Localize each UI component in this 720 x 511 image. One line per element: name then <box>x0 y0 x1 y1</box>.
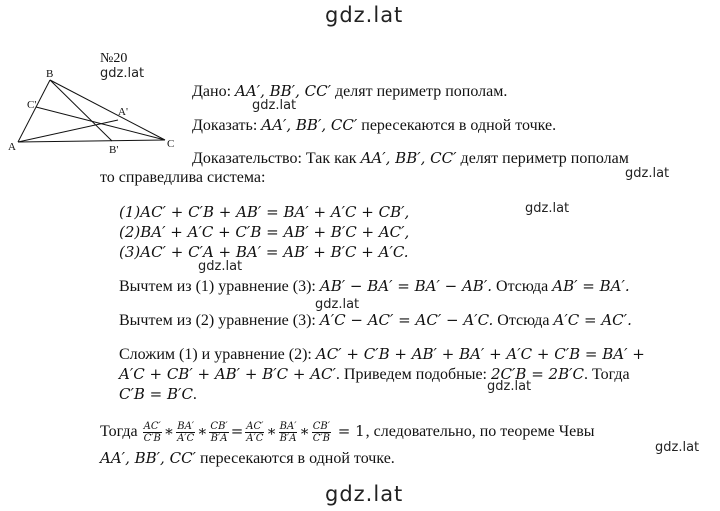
subtract-1-math: AB′ − BA′ = BA′ − AB′. <box>319 277 493 295</box>
proof-intro-text: делят периметр пополам <box>456 150 629 167</box>
add-math4: C′B = B′C <box>119 385 193 403</box>
add-math: AC′ + C′B + AB′ + BA′ + A′C + C′B = BA′ + <box>315 345 645 363</box>
proof-label: Доказательство: Так как <box>192 150 361 167</box>
ceva-line <box>100 418 595 445</box>
cevian-bb <box>50 80 112 141</box>
ceva-result: = 1 <box>332 422 365 440</box>
add-math3: 2C′B = 2B′C <box>491 365 585 383</box>
prove-line <box>192 116 556 135</box>
subtract-2-text2: Отсюда <box>493 312 554 329</box>
prove-math: AA′, BB′, CC′ <box>261 116 358 134</box>
label-c-prime: C' <box>27 99 37 111</box>
label-a: A <box>8 141 16 153</box>
add-math2: A′C + CB′ + AB′ + B′C + AC′ <box>119 365 336 383</box>
times-4: ∗ <box>299 422 310 440</box>
watermark-right: gdz.lat <box>625 166 670 181</box>
ceva-text: Тогда <box>100 423 142 440</box>
equation-1: (1)AC′ + C′B + AB′ = BA′ + A′C + CB′, <box>119 203 410 221</box>
conclusion-line <box>100 449 395 468</box>
times-3: ∗ <box>266 422 277 440</box>
add-text3: . Тогда <box>584 366 630 383</box>
watermark-top: gdz.lat <box>325 3 404 27</box>
add-line-3 <box>119 385 197 404</box>
times-1: ∗ <box>163 422 175 440</box>
label-c: C <box>167 138 175 150</box>
proof-intro-math: AA′, BB′, CC′ <box>360 149 457 167</box>
add-text4: . <box>192 386 197 403</box>
subtract-2-result: A′C = AC′. <box>553 311 632 329</box>
subtract-1-text: Вычтем из (1) уравнение (3): <box>119 278 320 295</box>
subtract-1-result: AB′ = BA′. <box>552 277 630 295</box>
ceva-text2: , следовательно, по теореме Чевы <box>365 423 595 440</box>
problem-number: №20 <box>100 51 128 66</box>
side-ac <box>18 140 165 142</box>
watermark-bottom: gdz.lat <box>325 482 404 506</box>
conclusion-text: пересекаются в одной точке. <box>195 450 395 467</box>
fraction-1: $\frac{AC'}{C'B}$ <box>143 420 161 444</box>
fraction-4: $\frac{AC'}{A'C}$ <box>246 420 264 444</box>
prove-label: Доказать: <box>192 117 262 134</box>
times-2: ∗ <box>197 422 208 440</box>
add-text2: . Приведем подобные: <box>335 366 491 383</box>
subtract-2-math: A′C − AC′ = AC′ − A′C. <box>319 311 494 329</box>
add-text: Сложим (1) и уравнение (2): <box>119 346 316 363</box>
add-line-1 <box>119 345 645 364</box>
equals-sign: = <box>230 422 244 440</box>
label-b: B <box>46 68 54 80</box>
subtract-1-text2: Отсюда <box>492 278 553 295</box>
side-ba <box>18 80 50 142</box>
given-line <box>192 82 507 101</box>
watermark-sub: gdz.lat <box>315 297 360 312</box>
fraction-6: $\frac{CB'}{C'B}$ <box>312 420 330 444</box>
watermark-given: gdz.lat <box>252 98 297 113</box>
given-text: делят периметр пополам. <box>331 83 508 100</box>
equation-3: (3)AC′ + C′A + BA′ = AB′ + B′C + A′C. <box>119 243 409 261</box>
watermark-similar: gdz.lat <box>487 379 532 394</box>
cevian-aa <box>18 120 118 142</box>
add-line-2 <box>119 365 630 384</box>
given-label: Дано: <box>192 83 236 100</box>
triangle-figure <box>0 60 190 155</box>
cevian-cc <box>36 107 165 140</box>
equation-2: (2)BA′ + A′C + C′B = AB′ + B′C + AC′, <box>119 223 410 241</box>
watermark-system: gdz.lat <box>525 201 570 216</box>
watermark-figure: gdz.lat <box>100 66 145 81</box>
fraction-3: $\frac{CB'}{B'A}$ <box>210 420 228 444</box>
given-math: AA′, BB′, CC′ <box>235 82 331 100</box>
watermark-eq3: gdz.lat <box>198 259 243 274</box>
proof-intro <box>192 149 629 168</box>
proof-intro-line2: то справедлива система: <box>100 169 266 186</box>
watermark-ceva: gdz.lat <box>655 440 700 455</box>
subtract-2-text: Вычтем из (2) уравнение (3): <box>119 312 320 329</box>
subtract-2-line <box>119 311 632 330</box>
prove-text: пересекаются в одной точке. <box>357 117 557 134</box>
label-b-prime: B' <box>109 144 119 155</box>
fraction-2: $\frac{BA'}{A'C}$ <box>177 420 195 444</box>
subtract-1-line <box>119 277 630 296</box>
label-a-prime: A' <box>118 106 128 118</box>
conclusion-math: AA′, BB′, CC′ <box>100 449 196 467</box>
fraction-5: $\frac{BA'}{B'A}$ <box>279 420 297 444</box>
